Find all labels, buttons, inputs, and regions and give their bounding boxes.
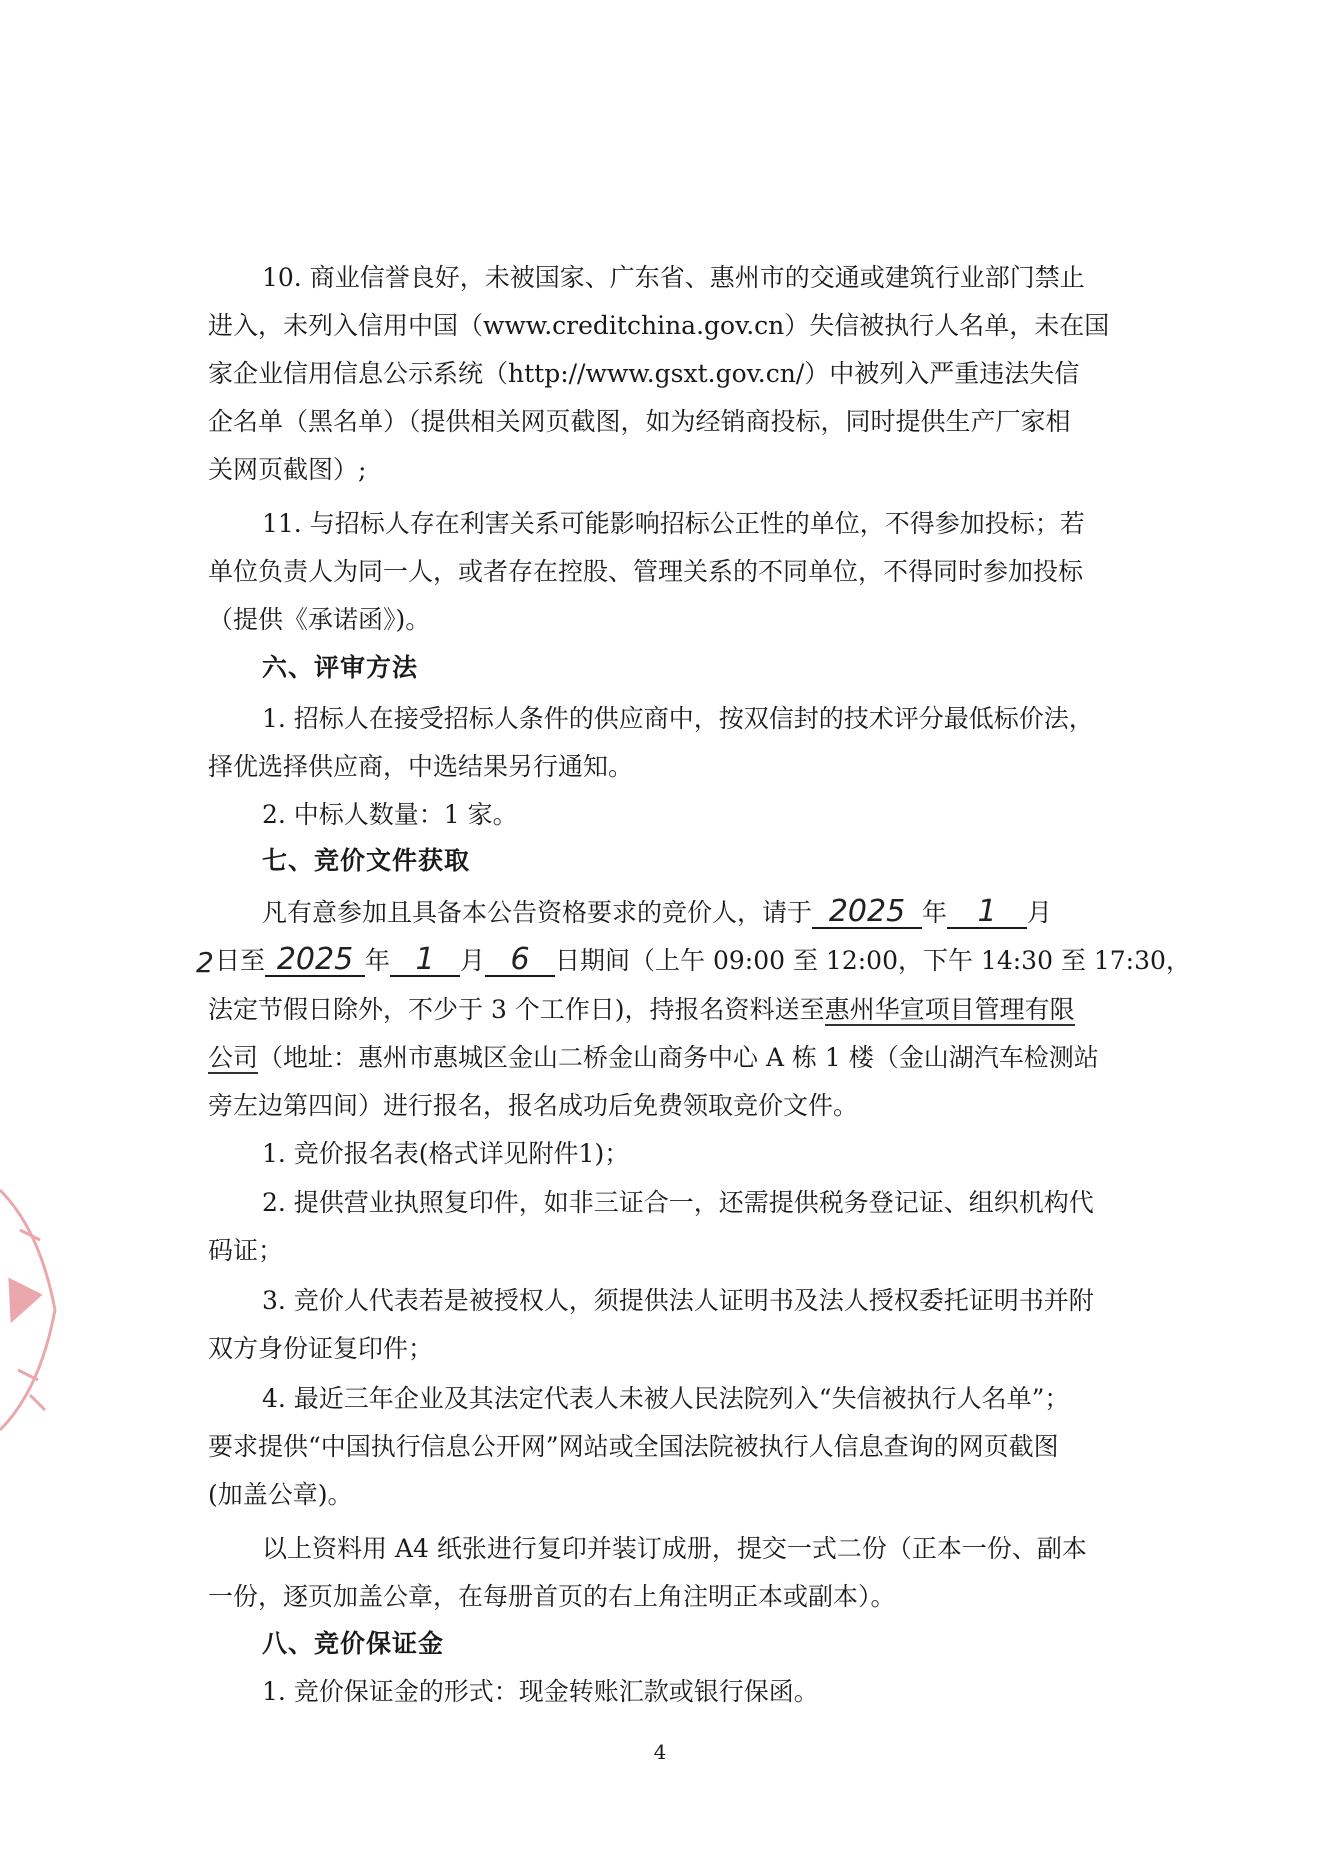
- end-day-handwritten: 6: [485, 945, 555, 977]
- section-7-item-3-line-2: 双方身份证复印件；: [208, 1334, 434, 1363]
- section-7-intro-line-4: [208, 1042, 1098, 1074]
- end-year-handwritten: 2025: [265, 945, 365, 977]
- section-7-intro-line-2: [215, 942, 1191, 977]
- item-10-line-3: 家企业信用信息公示系统（http://www.gsxt.gov.cn/）中被列入严重违法失信: [208, 359, 1080, 388]
- section-6-p1-line-1: 1. 招标人在接受招标人条件的供应商中，按双信封的技术评分最低标价法，: [262, 704, 1094, 733]
- item-10-line-5: 关网页截图）;: [208, 455, 367, 484]
- section-7-item-1: 1. 竞价报名表(格式详见附件1)；: [262, 1139, 630, 1168]
- section-6-heading: 六、评审方法: [262, 653, 419, 682]
- section-7-item-4-line-1: 4. 最近三年企业及其法定代表人未被人民法院列入“失信被执行人名单”；: [262, 1384, 1070, 1413]
- section-6-p1-line-2: 择优选择供应商，中选结果另行通知。: [208, 752, 634, 781]
- nian-label: 年: [922, 898, 948, 927]
- section-7-item-4-line-2: 要求提供“中国执行信息公开网”网站或全国法院被执行人信息查询的网页截图: [208, 1432, 1059, 1461]
- ri-zhi-label: 日至: [215, 946, 266, 975]
- section-7-heading: 七、竞价文件获取: [262, 846, 471, 875]
- page-number: 4: [653, 1740, 667, 1764]
- copy-note-line-1: 以上资料用 A4 纸张进行复印并装订成册，提交一式二份（正本一份、副本: [262, 1534, 1087, 1563]
- item-10-line-2: 进入，未列入信用中国（www.creditchina.gov.cn）失信被执行人名单，未在国: [208, 311, 1110, 340]
- item-11-line-2: 单位负责人为同一人，或者存在控股、管理关系的不同单位，不得同时参加投标: [208, 557, 1084, 586]
- yue-label-2: 月: [460, 946, 486, 975]
- section-6-p2: 2. 中标人数量：1 家。: [262, 800, 518, 829]
- intro-text: 凡有意参加且具备本公告资格要求的竞价人，请于: [262, 898, 813, 927]
- start-month-handwritten: 1: [947, 897, 1027, 929]
- company-name-part-1: 惠州华宣项目管理有限: [824, 995, 1075, 1024]
- item-11-line-3: （提供《承诺函》)。: [208, 605, 431, 634]
- section-7-item-2-line-2: 码证；: [208, 1236, 284, 1265]
- yue-label: 月: [1027, 898, 1053, 927]
- section-7-item-4-line-3: (加盖公章)。: [208, 1480, 353, 1509]
- start-day-handwritten: 2: [196, 946, 214, 979]
- section-7-intro-line-5: 旁左边第四间）进行报名，报名成功后免费领取竞价文件。: [208, 1091, 859, 1120]
- section-8-p1: 1. 竞价保证金的形式：现金转账汇款或银行保函。: [262, 1677, 819, 1706]
- item-11-line-1: 11. 与招标人存在利害关系可能影响招标公正性的单位，不得参加投标；若: [262, 509, 1085, 538]
- copy-note-line-2: 一份，逐页加盖公章，在每册首页的右上角注明正本或副本）。: [208, 1582, 896, 1611]
- period-text: 日期间（上午 09:00 至 12:00，下午 14:30 至 17:30，: [555, 946, 1191, 975]
- item-10-line-4: 企名单（黑名单）（提供相关网页截图，如为经销商投标，同时提供生产厂家相: [208, 407, 1071, 436]
- section-7-item-3-line-1: 3. 竞价人代表若是被授权人，须提供法人证明书及法人授权委托证明书并附: [262, 1286, 1094, 1315]
- section-7-item-2-line-1: 2. 提供营业执照复印件，如非三证合一，还需提供税务登记证、组织机构代: [262, 1188, 1094, 1217]
- section-7-intro-line-1: [262, 894, 1098, 929]
- end-month-handwritten: 1: [390, 945, 460, 977]
- item-10-line-1: 10. 商业信誉良好，未被国家、广东省、惠州市的交通或建筑行业部门禁止: [262, 263, 1085, 292]
- section-8-heading: 八、竞价保证金: [262, 1629, 445, 1658]
- start-year-handwritten: 2025: [812, 897, 922, 929]
- section-7-intro-line-3: [208, 994, 1098, 1026]
- company-name-part-2: 公司: [208, 1043, 259, 1072]
- submit-text: 法定节假日除外，不少于 3 个工作日)，持报名资料送至: [208, 995, 825, 1024]
- address-text: （地址：惠州市惠城区金山二桥金山商务中心 A 栋 1 楼（金山湖汽车检测站: [258, 1043, 1099, 1072]
- seal-fragment-icon: [0, 1170, 70, 1450]
- nian-label-2: 年: [365, 946, 391, 975]
